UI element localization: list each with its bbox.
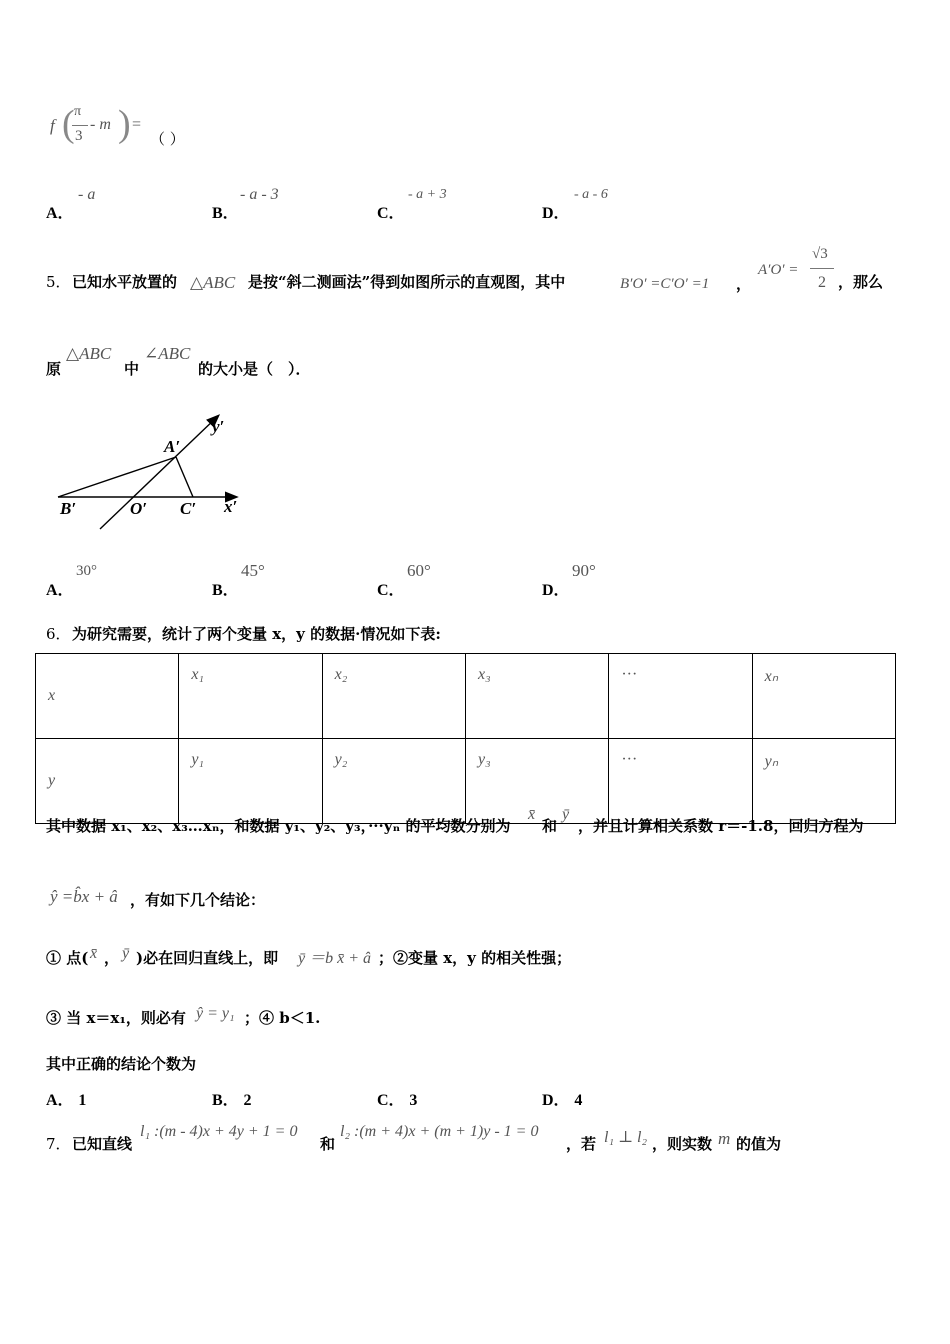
q6-conclusion1-eq: ȳ ＝b x̄ + â [298,950,372,967]
q4-option-d-value: - a - 6 [574,187,608,202]
q7-text1: 已知直线 [72,1135,133,1153]
q5-option-c [377,577,405,600]
q5-option-a [46,577,74,600]
option-label: A． [46,205,74,222]
label-c: C′ [180,499,197,518]
q4-left-paren: ( [62,103,75,145]
q5-line2-angle: ∠ABC [144,344,191,363]
q5-text3: ，那么 [838,273,884,291]
q5-option-a-value: 30° [76,563,97,579]
q6-conclusion1-c: ；②变量 x，y 的相关性强； [378,949,572,967]
q4-option-c-value: - a + 3 [408,187,447,202]
q6-conclusion3-b: ；④ b＜1. [244,1009,321,1027]
table-row [36,739,896,824]
q7-number: 7． [46,1135,71,1153]
table-cell: ··· [609,654,752,739]
q6-line1: 其中数据 x₁、x₂、x₃…xₙ，和数据 y₁、y₂、y₃，···yₙ 的平均数分别为 [46,817,511,835]
q6-regression-tail: ，有如下几个结论： [130,891,266,909]
q5-comma: ， [736,275,752,293]
q6-option-b [212,1087,251,1110]
label-b: B′ [60,499,77,518]
q6-conclusion1-comma: ， [104,949,120,967]
option-label: A． [46,582,74,599]
label-a: A′ [164,437,181,456]
table-cell: x₃ [465,654,608,739]
q4-option-d [542,200,570,223]
q7-text2: ，若 [566,1135,597,1153]
option-label: B． [212,205,239,222]
q4-minus-m: - m [90,116,111,133]
option-label: D． [542,582,570,599]
q6-ybar: ȳ [562,806,570,823]
q4-answer-paren: （ ） [150,130,185,148]
q7-perp: l₁ ⊥ l₂ [604,1129,648,1146]
option-label: C． [377,205,405,222]
q4-three: 3 [75,128,83,144]
option-label: C． [377,1092,405,1109]
table-cell: y₁ [179,739,322,824]
q6-data-table [35,653,896,824]
option-value: 1 [78,1092,87,1109]
option-label: A． [46,1092,74,1109]
q7-line2: l₂ :(m + 4)x + (m + 1)y - 1 = 0 [340,1123,539,1140]
q7-text4: 的值为 [736,1135,782,1153]
q5-option-c-value: 60° [407,561,431,580]
table-cell: y₂ [322,739,465,824]
q5-option-b [212,577,239,600]
segment-ba [58,457,176,497]
q5-triangle: △ABC [190,273,236,292]
option-label: D． [542,205,570,222]
q4-option-c [377,200,405,223]
q4-option-a-value: - a [78,186,96,203]
q5-option-d-value: 90° [572,561,596,580]
q4-option-b [212,200,239,223]
q6-number: 6． [46,625,71,643]
q6-prompt: 其中正确的结论个数为 [46,1055,197,1073]
q5-two: 2 [818,274,826,291]
q5-number: 5． [46,273,71,291]
q6-option-d [542,1087,582,1110]
y-axis [100,416,218,529]
option-value: 2 [243,1092,252,1109]
q6-he: 和 [542,817,558,835]
table-row [36,654,896,739]
q5-line2-c: 的大小是（ ）． [198,360,311,378]
segment-ac [176,457,193,497]
q5-fraction-bar [810,268,834,269]
q5-option-b-value: 45° [241,561,265,580]
table-cell: x₁ [179,654,322,739]
q6-option-a [46,1087,86,1110]
q4-equals: = [132,116,142,133]
q7-he: 和 [320,1135,336,1153]
q6-option-c [377,1087,417,1110]
q6-line1-end: ，并且计算相关系数 r＝-1.8，回归方程为 [578,817,864,835]
q6-title: 为研究需要，统计了两个变量 x，y 的数据·情况如下表: [72,625,441,643]
q4-pi: π [74,104,82,119]
q6-xbar: x̄ [528,806,536,823]
q5-option-d [542,577,570,600]
q5-sqrt3: √3 [812,246,828,262]
table-cell: xₙ [752,654,895,739]
q4-fraction-bar [72,125,88,126]
q4-right-paren: ) [118,103,131,145]
option-label: C． [377,582,405,599]
q5-line2-a: 原 [46,360,62,378]
q5-line2-b: 中 [124,360,140,378]
q5-condition2: A′O′ = [758,262,799,278]
q7-text3: ，则实数 [652,1135,713,1153]
table-cell: x₂ [322,654,465,739]
q4-option-b-value: - a - 3 [240,186,279,203]
table-cell: x [36,654,179,739]
q5-text2: 是按“斜二测画法”得到如图所示的直观图，其中 [248,273,566,291]
option-value: 4 [574,1092,583,1109]
q5-figure [50,410,260,535]
q7-line1: l₁ :(m - 4)x + 4y + 1 = 0 [140,1123,298,1140]
table-cell: y [36,739,179,824]
label-o: O′ [130,499,148,518]
q5-text1: 已知水平放置的 [72,273,178,291]
q6-conclusion3-a: ③ 当 x＝x₁，则必有 [46,1009,186,1027]
table-cell: y₃ [465,739,608,824]
q5-condition1: B′O′ =C′O′ =1 [620,276,710,292]
option-label: B． [212,1092,239,1109]
q4-f: f [50,116,55,135]
q6-conclusion1-b: )必在回归直线上，即 [136,949,279,967]
q6-conclusion1-y: ȳ [122,945,130,962]
q6-conclusion1-x: x̄ [90,945,98,962]
option-value: 3 [409,1092,418,1109]
q4-option-a [46,200,74,223]
option-label: B． [212,582,239,599]
q6-conclusion3-eq: ŷ = y₁ [196,1005,235,1022]
table-cell: ··· [609,739,752,824]
label-y: y′ [212,417,225,436]
q6-regression: ŷ =b̂x + â [50,887,118,906]
q6-conclusion1-a: ① 点( [46,949,89,967]
table-cell: yₙ [752,739,895,824]
option-label: D． [542,1092,570,1109]
q5-line2-triangle: △ABC [66,344,112,363]
q7-m: m [718,1129,731,1148]
label-x: x′ [224,497,238,516]
